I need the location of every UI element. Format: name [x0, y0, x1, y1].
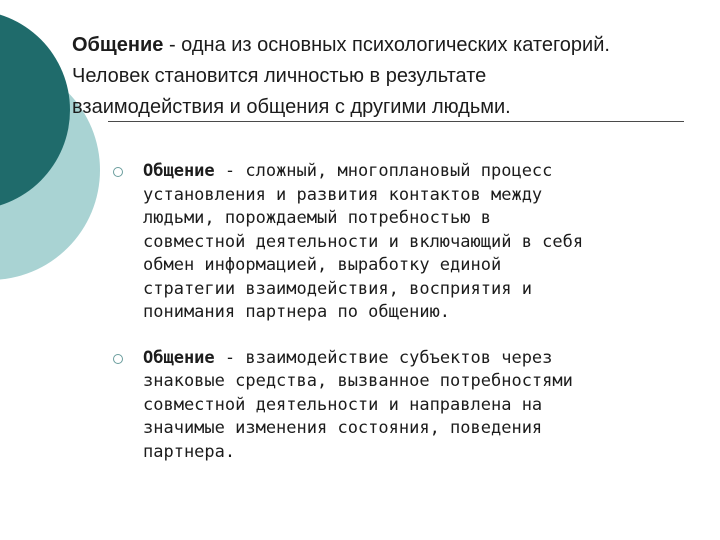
title-line-1-rest: - одна из основных психологических категорий.: [163, 34, 610, 56]
bullet-1-term: Общение: [143, 161, 215, 181]
bullet-2-line-2: знаковые средства, вызванное потребностями: [143, 371, 573, 391]
bullet-2-line-3: совместной деятельности и направлена на: [143, 394, 543, 415]
bullet-1-line-1: Общение - сложный, многоплановый процесс: [143, 161, 553, 181]
title-line-1: [72, 30, 720, 61]
title-line-3: взаимодействия и общения с другими людьми.: [72, 96, 511, 118]
bullet-2-line-1: Общение - взаимодействие субъектов через: [143, 347, 553, 368]
slide-title: [72, 30, 720, 123]
bullet-2-line-5: партнера.: [143, 441, 236, 462]
bullet-1-line-3: людьми, порождаемый потребностью в: [143, 208, 491, 228]
bullet-circle-icon: [113, 167, 123, 177]
bullet-1-line-4: совместной деятельности и включающий в себя: [143, 231, 584, 252]
bullet-1-line-6: стратегии взаимодействия, восприятия и: [143, 278, 532, 299]
bullet-1-line-2: установления и развития контактов между: [143, 184, 543, 205]
title-underline: [108, 121, 684, 122]
bullet-1-line-7: понимания партнера по общению.: [143, 302, 451, 322]
bullet-item-2: [113, 347, 673, 465]
bullet-text-2: [143, 347, 683, 465]
bullet-circle-icon: [113, 354, 123, 364]
bullet-list: [113, 160, 673, 486]
title-line-2: Человек становится личностью в результате: [72, 65, 487, 87]
bullet-2-term: Общение: [143, 347, 215, 368]
bullet-item-1: [113, 160, 673, 325]
title-term: Общение: [72, 34, 164, 56]
bullet-text-1: [143, 160, 683, 325]
bullet-2-line-4: значимые изменения состояния, поведения: [143, 418, 543, 438]
bullet-1-line-5: обмен информацией, выработку единой: [143, 255, 502, 275]
